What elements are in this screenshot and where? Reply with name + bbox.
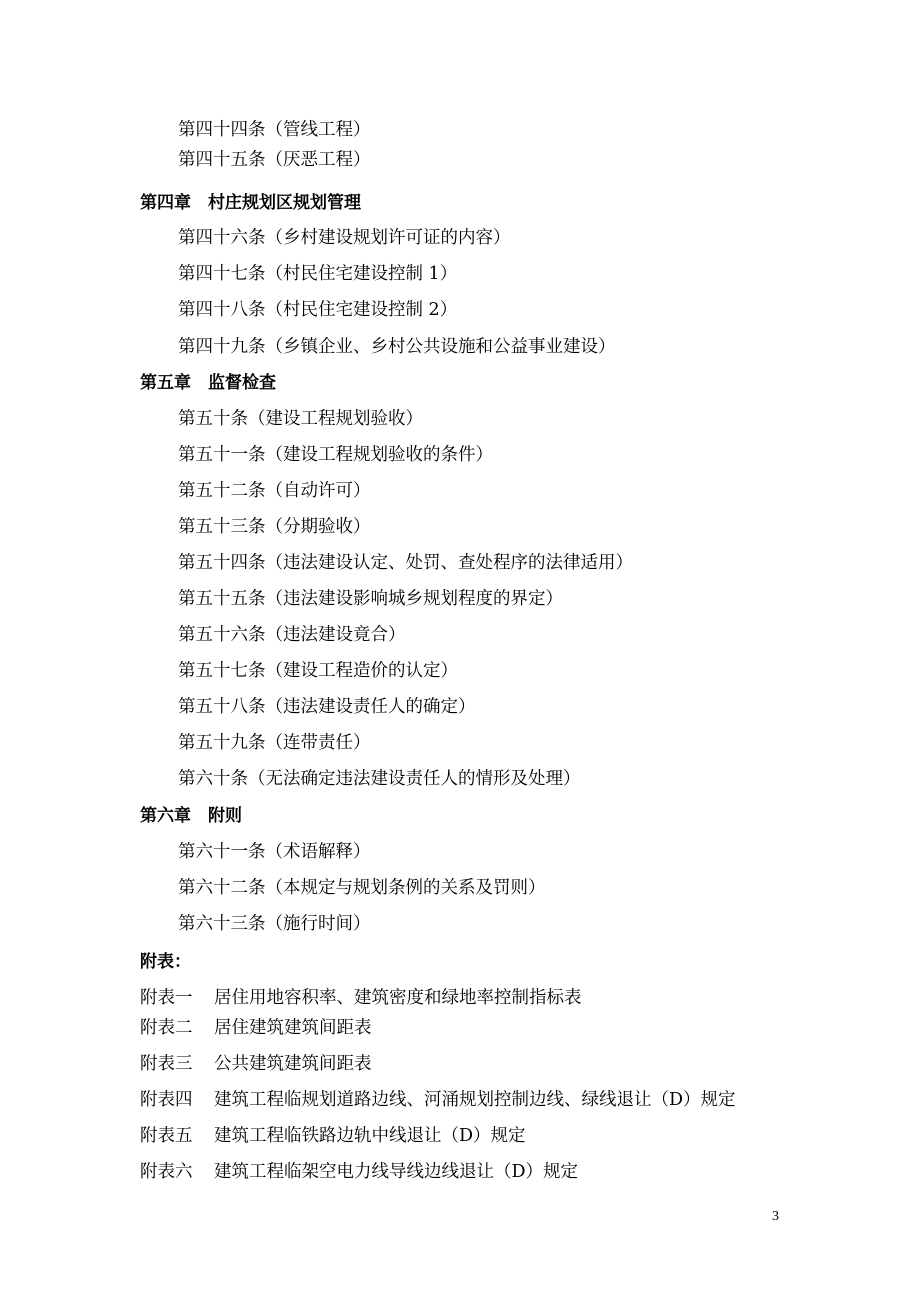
toc-article-50: 第五十条（建设工程规划验收） <box>178 409 423 429</box>
toc-article-54: 第五十四条（违法建设认定、处罚、查处程序的法律适用） <box>178 553 633 573</box>
toc-article-63: 第六十三条（施行时间） <box>178 914 371 934</box>
toc-article-57: 第五十七条（建设工程造价的认定） <box>178 661 458 681</box>
toc-article-46: 第四十六条（乡村建设规划许可证的内容） <box>178 228 511 248</box>
appendix-label: 附表二 <box>140 1018 193 1038</box>
toc-chapter-5: 第五章 监督检查 <box>140 373 276 393</box>
toc-chapter-4: 第四章 村庄规划区规划管理 <box>140 193 361 213</box>
toc-article-59: 第五十九条（连带责任） <box>178 733 371 753</box>
page-number: 3 <box>772 1209 779 1224</box>
appendix-title: 居住建筑建筑间距表 <box>214 1018 372 1038</box>
appendix-label: 附表五 <box>140 1126 193 1146</box>
toc-article-44: 第四十四条（管线工程） <box>178 120 371 140</box>
toc-article-47: 第四十七条（村民住宅建设控制 1） <box>178 264 458 284</box>
appendix-label: 附表三 <box>140 1054 193 1074</box>
toc-article-58: 第五十八条（违法建设责任人的确定） <box>178 697 476 717</box>
toc-article-61: 第六十一条（术语解释） <box>178 842 371 862</box>
appendix-label: 附表六 <box>140 1162 193 1182</box>
toc-article-60: 第六十条（无法确定违法建设责任人的情形及处理） <box>178 769 581 789</box>
appendix-title: 建筑工程临架空电力线导线边线退让（D）规定 <box>214 1162 579 1182</box>
toc-article-48: 第四十八条（村民住宅建设控制 2） <box>178 300 458 320</box>
toc-article-62: 第六十二条（本规定与规划条例的关系及罚则） <box>178 878 546 898</box>
appendix-item <box>140 1053 372 1075</box>
toc-article-51: 第五十一条（建设工程规划验收的条件） <box>178 445 493 465</box>
toc-article-45: 第四十五条（厌恶工程） <box>178 150 371 170</box>
appendix-item <box>140 1125 526 1147</box>
appendix-title: 公共建筑建筑间距表 <box>214 1054 372 1074</box>
toc-article-49: 第四十九条（乡镇企业、乡村公共设施和公益事业建设） <box>178 337 616 357</box>
appendix-label: 附表一 <box>140 988 193 1008</box>
appendix-item <box>140 987 582 1009</box>
appendix-item <box>140 1017 372 1039</box>
toc-article-53: 第五十三条（分期验收） <box>178 517 371 537</box>
appendix-title: 居住用地容积率、建筑密度和绿地率控制指标表 <box>214 988 582 1008</box>
toc-article-52: 第五十二条（自动许可） <box>178 481 371 501</box>
appendix-label: 附表四 <box>140 1090 193 1110</box>
toc-article-55: 第五十五条（违法建设影响城乡规划程度的界定） <box>178 589 563 609</box>
appendix-heading: 附表： <box>140 952 191 972</box>
appendix-item <box>140 1089 736 1111</box>
toc-chapter-6: 第六章 附则 <box>140 806 242 826</box>
toc-article-56: 第五十六条（违法建设竟合） <box>178 625 406 645</box>
appendix-title: 建筑工程临规划道路边线、河涌规划控制边线、绿线退让（D）规定 <box>214 1090 736 1110</box>
appendix-item <box>140 1161 578 1183</box>
appendix-title: 建筑工程临铁路边轨中线退让（D）规定 <box>214 1126 526 1146</box>
